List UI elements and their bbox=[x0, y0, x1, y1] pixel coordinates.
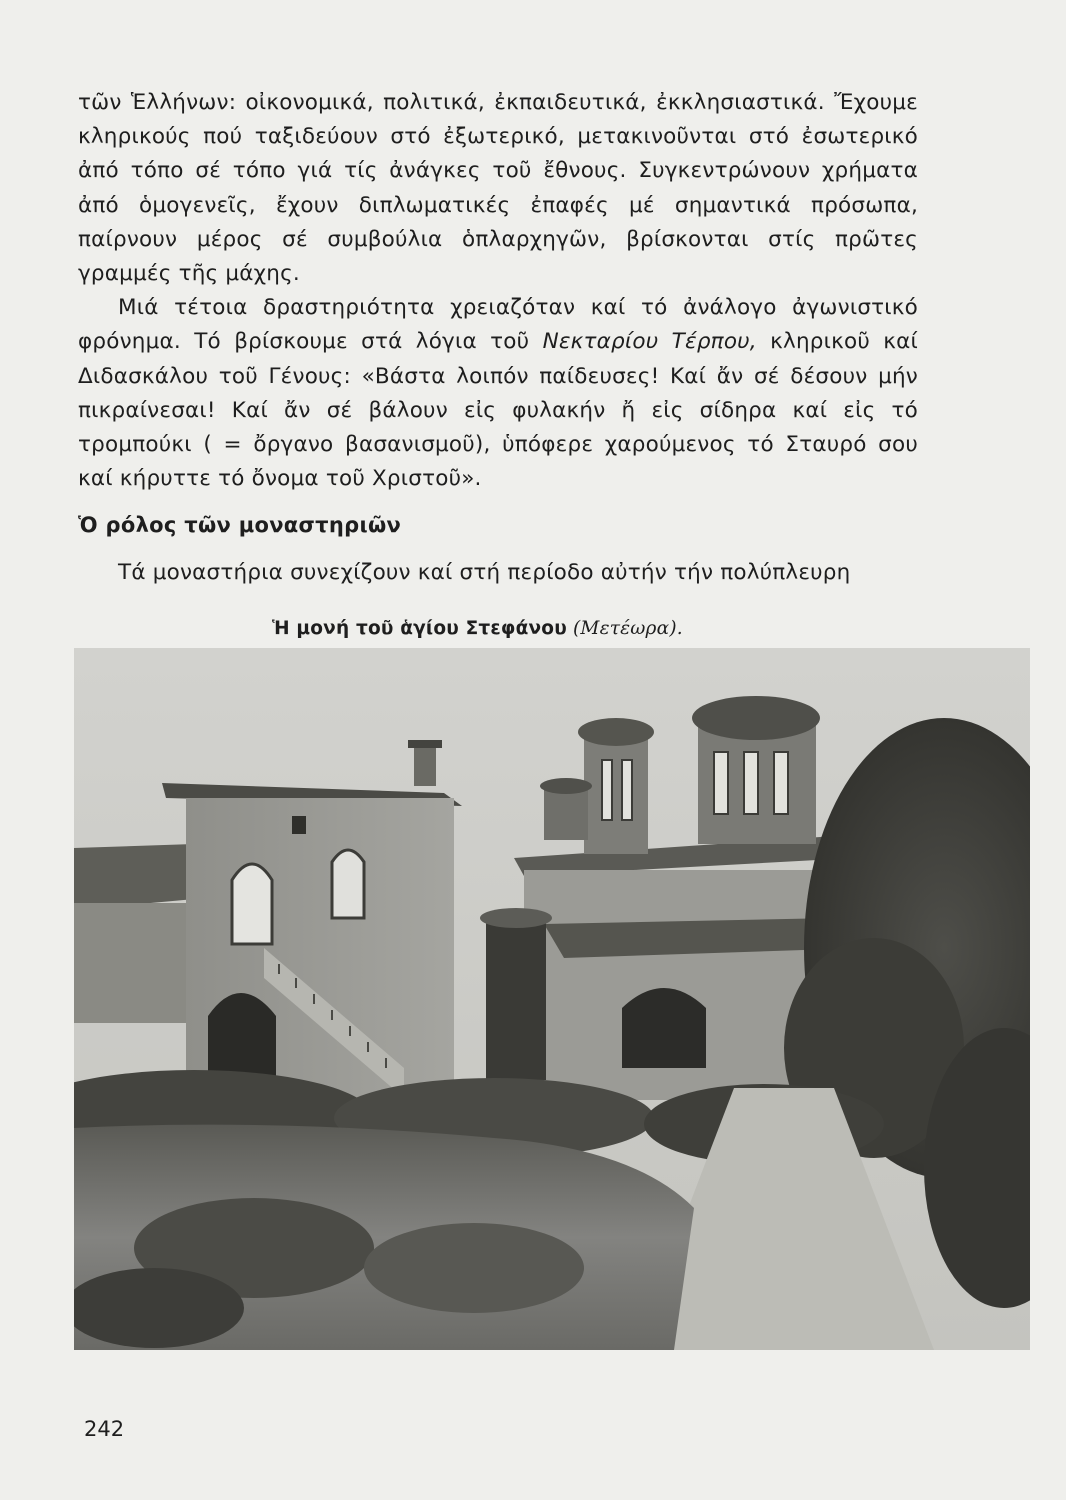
monastery-photo bbox=[74, 648, 1030, 1350]
paragraph-2-start: Μιά τέτοια δραστηριότητα χρειαζόταν καί τό ἀνάλογο ἀγωνιστικό φρόνημα. Τό βρίσκουμε στά λόγια τοῦ bbox=[78, 295, 918, 355]
caption-title: Ἡ μονή τοῦ ἁγίου Στεφάνου bbox=[272, 618, 567, 639]
author-name-italic: Νεκταρίου Τέρπου, bbox=[542, 329, 757, 355]
page-number: 242 bbox=[84, 1417, 125, 1441]
body-text bbox=[78, 86, 918, 496]
paragraph-1: τῶν Ἑλλήνων: οἰκονομικά, πολιτικά, ἐκπαιδευτικά, ἐκκλησιαστικά. Ἔχουμε κληρικούς πού ταξιδεύουν στό ἐξωτερικό, μετακινοῦνται στό ἐσωτερικό ἀπό τόπο σέ τόπο γιά τίς ἀνάγκες τοῦ ἔθνους. Συγκεντρώνουν χρήματα ἀπό ὁμογενεῖς, ἔχουν διπλωματικές ἐπαφές μέ σημαντικά πρόσωπα, παίρνουν μέρος σέ συμβούλια ὁπλαρχηγῶν, βρίσκονται στίς πρῶτες γραμμές τῆς μάχης. bbox=[78, 90, 918, 287]
figure-caption bbox=[272, 618, 683, 639]
caption-location: (Μετέωρα). bbox=[573, 618, 683, 639]
paragraph-2 bbox=[78, 291, 918, 496]
paragraph-2-rest: κληρικοῦ καί Διδασκάλου τοῦ Γένους: «Βάστα λοιπόν παίδευσες! Καί ἄν σέ δέσουν μήν πικραίνεσαι! Καί ἄν σέ βάλουν εἰς φυλακήν ἤ εἰς σίδηρα καί εἰς τό τρομπούκι ( = ὄργανο βασανισμοῦ), ὑπόφερε χαρούμενος τό Σταυρό σου καί κήρυττε τό ὄνομα τοῦ Χριστοῦ». bbox=[78, 329, 918, 492]
section-first-line: Τά μοναστήρια συνεχίζουν καί στή περίοδο αὐτήν τήν πολύπλευρη bbox=[118, 560, 851, 585]
section-heading: Ὁ ρόλος τῶν μοναστηριῶν bbox=[78, 513, 402, 537]
